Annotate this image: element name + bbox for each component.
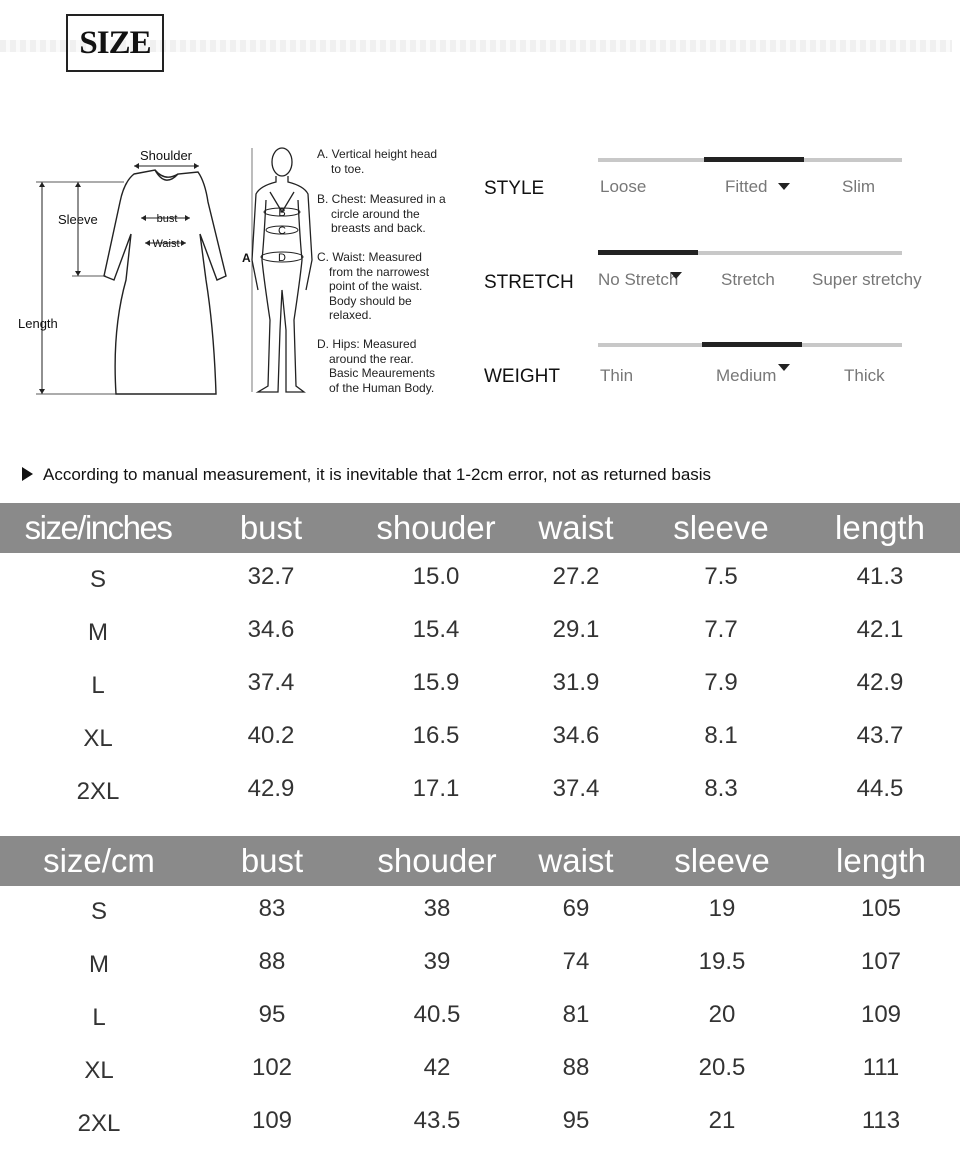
mark-c: C xyxy=(278,225,286,237)
table-cell: 44.5 xyxy=(856,775,904,802)
size-title-badge: SIZE xyxy=(66,14,164,72)
table-cell: 42 xyxy=(423,1054,451,1081)
table-cell: 15.9 xyxy=(412,669,460,696)
table-cell: 107 xyxy=(860,948,902,975)
table-row xyxy=(0,1001,960,1031)
table-row xyxy=(0,616,960,646)
table-cell: XL xyxy=(83,725,113,752)
table-cell: 19.5 xyxy=(698,948,746,975)
table-cell: 17.1 xyxy=(412,775,460,802)
measurement-note xyxy=(22,465,711,485)
table-cell: 109 xyxy=(251,1107,293,1134)
table-cell: 43.5 xyxy=(413,1107,461,1134)
table-cell: 7.9 xyxy=(704,669,738,696)
table-cell: 109 xyxy=(860,1001,902,1028)
header-cell: sleeve xyxy=(673,509,769,546)
table-cell: 32.7 xyxy=(247,563,295,590)
table-cell: 111 xyxy=(862,1054,900,1081)
stretch-scale xyxy=(598,251,902,255)
style-option-loose: Loose xyxy=(600,177,647,196)
legend-line: B. Chest: Measured in a xyxy=(317,192,446,206)
table-cell: 37.4 xyxy=(552,775,600,802)
table-cell: 40.2 xyxy=(247,722,295,749)
table-cell: 95 xyxy=(562,1107,590,1134)
table-cell: 37.4 xyxy=(247,669,295,696)
weight-option-medium: Medium xyxy=(716,366,777,385)
selected-marker-icon xyxy=(778,364,790,371)
weight-option-thin: Thin xyxy=(600,366,634,385)
table-row xyxy=(0,775,960,805)
body-figure-illustration xyxy=(252,148,312,392)
table-cell: 74 xyxy=(562,948,590,975)
table-cell: 43.7 xyxy=(856,722,904,749)
table-cell: 88 xyxy=(562,1054,590,1081)
legend-line: Basic Meaurements xyxy=(329,366,436,380)
table-cell: 38 xyxy=(423,895,451,922)
table-cell: M xyxy=(89,951,109,978)
table-cell: S xyxy=(89,566,107,593)
table-cell: 42.9 xyxy=(856,669,904,696)
stretch-option-stretch: Stretch xyxy=(721,270,775,289)
table-cell: 7.5 xyxy=(704,563,738,590)
style-selected-segment xyxy=(704,157,804,162)
legend-line: D. Hips: Measured xyxy=(317,337,417,351)
header-cell: size/inches xyxy=(24,509,172,546)
header-cell: waist xyxy=(538,842,614,879)
table-cell: 8.3 xyxy=(704,775,738,802)
table-cell: M xyxy=(88,619,108,646)
table-cell: 7.7 xyxy=(704,616,738,643)
table-cell: L xyxy=(91,672,105,699)
table-cell: XL xyxy=(84,1057,114,1084)
table-cell: 42.1 xyxy=(856,616,904,643)
header-cell: bust xyxy=(239,509,303,546)
mark-d: D xyxy=(278,252,286,264)
length-label: Length xyxy=(18,316,58,331)
table-cell: 8.1 xyxy=(704,722,738,749)
selected-marker-icon xyxy=(778,183,790,190)
table-cell: 2XL xyxy=(76,778,120,805)
waist-label: Waist xyxy=(152,238,180,250)
style-label: STYLE xyxy=(484,178,545,199)
table-cell: 41.3 xyxy=(856,563,904,590)
table-cell: 15.4 xyxy=(412,616,460,643)
weight-scale xyxy=(598,343,902,347)
table-cell: 21 xyxy=(708,1107,736,1134)
legend-line: C. Waist: Measured xyxy=(317,250,422,264)
table-cell: 34.6 xyxy=(552,722,600,749)
legend-line: around the rear. xyxy=(329,351,414,366)
note-text: According to manual measurement, it is inevitable that 1-2cm error, not as returned basis xyxy=(43,465,712,484)
legend-line: Body should be xyxy=(329,293,412,308)
inches-table-header xyxy=(0,503,960,553)
stretch-label: STRETCH xyxy=(484,272,574,293)
table-row xyxy=(0,722,960,752)
stretch-selected-segment xyxy=(598,250,698,255)
table-row xyxy=(0,1054,960,1084)
mark-a: A xyxy=(242,251,251,265)
legend-d xyxy=(317,337,435,395)
table-cell: 102 xyxy=(251,1054,293,1081)
table-cell: 81 xyxy=(562,1001,590,1028)
dress-illustration xyxy=(104,170,226,394)
table-cell: 95 xyxy=(258,1001,286,1028)
table-row xyxy=(0,895,960,925)
shoulder-label: Shoulder xyxy=(139,148,193,163)
cm-table-header xyxy=(0,836,960,886)
sleeve-label: Sleeve xyxy=(58,212,98,227)
mark-b: B xyxy=(278,207,286,219)
header-cell: size/cm xyxy=(43,842,155,879)
table-cell: 20.5 xyxy=(698,1054,746,1081)
legend-line: point of the waist. xyxy=(329,279,423,293)
legend-line: A. Vertical height head xyxy=(317,147,438,161)
legend-b xyxy=(317,192,446,236)
table-cell: 29.1 xyxy=(552,616,600,643)
table-cell: 42.9 xyxy=(247,775,295,802)
table-cell: 83 xyxy=(258,895,286,922)
table-cell: 88 xyxy=(258,948,286,975)
header-cell: shouder xyxy=(376,509,496,546)
header-cell: shouder xyxy=(377,842,497,879)
header-cell: bust xyxy=(240,842,304,879)
style-option-fitted: Fitted xyxy=(725,177,768,196)
table-cell: 15.0 xyxy=(412,563,460,590)
table-cell: 40.5 xyxy=(413,1001,461,1028)
legend-line: of the Human Body. xyxy=(329,380,435,395)
header-cell: sleeve xyxy=(674,842,770,879)
table-row xyxy=(0,948,960,978)
weight-option-thick: Thick xyxy=(844,366,885,385)
table-row xyxy=(0,669,960,699)
legend-c xyxy=(317,250,429,323)
table-cell: 16.5 xyxy=(412,722,460,749)
weight-selected-segment xyxy=(702,342,802,347)
table-cell: 34.6 xyxy=(247,616,295,643)
table-cell: 105 xyxy=(860,895,902,922)
table-cell: 19 xyxy=(708,895,736,922)
legend-line: relaxed. xyxy=(329,308,372,322)
table-cell: 20 xyxy=(708,1001,736,1028)
style-scale xyxy=(598,158,902,162)
table-cell: 69 xyxy=(562,895,590,922)
table-cell: 39 xyxy=(423,948,451,975)
style-option-slim: Slim xyxy=(842,177,876,196)
legend-line: from the narrowest xyxy=(329,264,430,279)
header-cell: length xyxy=(836,842,926,879)
stretch-option-none: No Stretch xyxy=(598,270,679,289)
bust-label: bust xyxy=(156,213,178,225)
selected-marker-icon xyxy=(670,272,682,279)
legend-line: to toe. xyxy=(331,161,365,176)
legend-line: breasts and back. xyxy=(331,221,426,235)
stretch-option-super: Super stretchy xyxy=(812,270,922,289)
weight-label: WEIGHT xyxy=(484,366,560,387)
legend-line: circle around the xyxy=(331,206,420,221)
legend-a xyxy=(317,147,437,176)
table-cell: L xyxy=(92,1004,106,1031)
table-cell: S xyxy=(90,898,108,925)
table-row xyxy=(0,563,960,593)
table-cell: 113 xyxy=(861,1107,901,1134)
table-cell: 2XL xyxy=(77,1110,121,1137)
table-cell: 31.9 xyxy=(552,669,600,696)
table-row xyxy=(0,1107,960,1137)
header-cell: waist xyxy=(538,509,614,546)
header-cell: length xyxy=(835,509,925,546)
table-cell: 27.2 xyxy=(552,563,600,590)
play-arrow-icon xyxy=(22,467,33,481)
